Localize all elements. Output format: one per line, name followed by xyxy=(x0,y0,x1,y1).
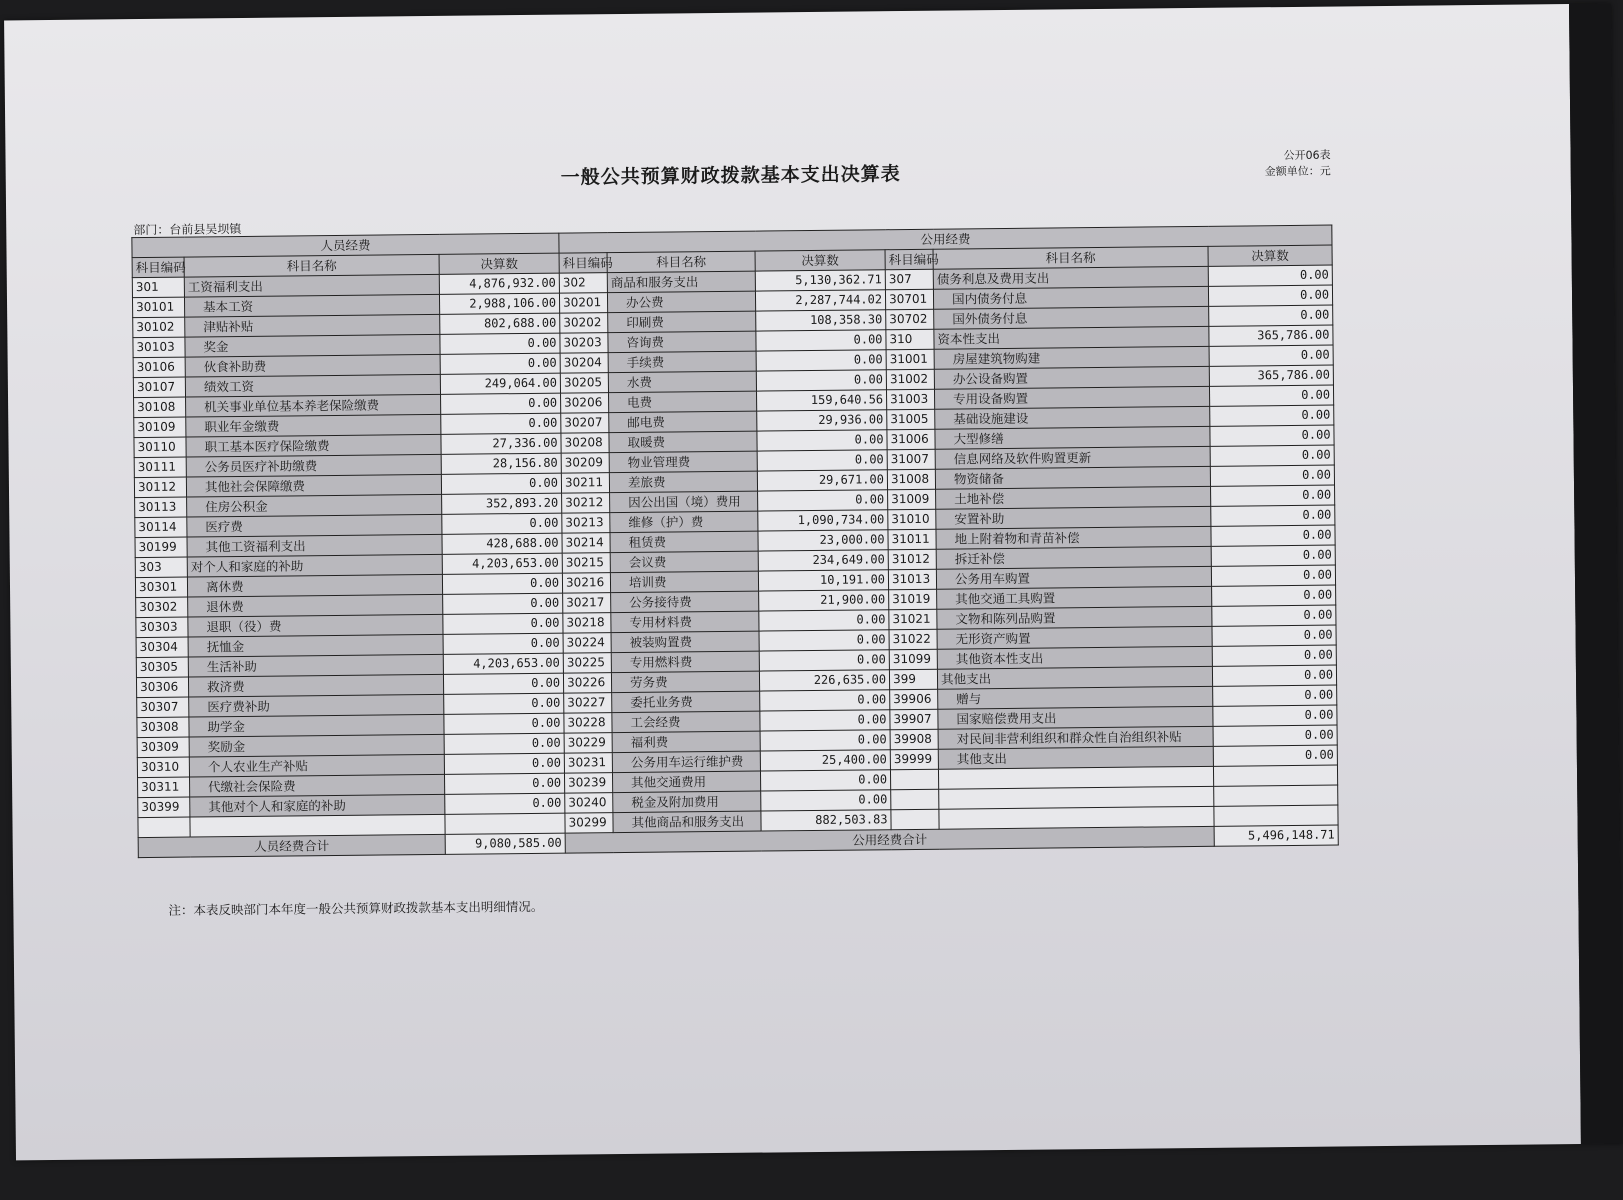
public-a-code-cell: 30211 xyxy=(561,473,609,494)
public-b-amount-cell: 0.00 xyxy=(1212,585,1336,606)
personnel-code-cell: 30302 xyxy=(136,597,188,618)
public-b-amount-cell: 0.00 xyxy=(1210,405,1334,426)
personnel-amount-cell: 27,336.00 xyxy=(441,433,561,454)
personnel-code-cell: 30106 xyxy=(133,357,185,378)
public-b-name-cell: 资本性支出 xyxy=(934,326,1209,349)
personnel-amount-cell: 0.00 xyxy=(444,713,564,734)
public-b-code-cell: 39906 xyxy=(890,689,938,710)
public-b-code-cell: 31005 xyxy=(887,409,935,430)
personnel-name-cell: 津贴补贴 xyxy=(185,314,440,337)
public-b-amount-cell xyxy=(1213,765,1337,786)
personnel-code-cell: 30110 xyxy=(134,437,186,458)
personnel-name-cell: 退休费 xyxy=(188,594,443,617)
public-b-code-cell: 31010 xyxy=(888,509,936,530)
public-a-amount-cell: 25,400.00 xyxy=(760,750,890,771)
public-a-name-cell: 因公出国（境）费用 xyxy=(610,491,758,513)
personnel-amount-cell: 0.00 xyxy=(441,413,561,434)
public-a-name-cell: 取暖费 xyxy=(609,431,757,453)
public-b-amount-cell: 0.00 xyxy=(1212,665,1336,686)
public-a-name-cell: 维修（护）费 xyxy=(610,511,758,533)
public-a-code-cell: 30217 xyxy=(563,593,611,614)
public-a-code-cell: 30225 xyxy=(563,653,611,674)
public-a-code-cell: 30227 xyxy=(564,693,612,714)
personnel-name-cell: 工资福利支出 xyxy=(184,274,439,297)
public-a-code-cell: 30239 xyxy=(565,773,613,794)
personnel-name-cell: 奖励金 xyxy=(189,734,444,757)
public-b-name-header: 科目名称 xyxy=(933,246,1208,269)
public-b-amount-cell: 0.00 xyxy=(1209,345,1333,366)
personnel-amount-cell: 0.00 xyxy=(441,393,561,414)
report-sheet xyxy=(131,147,1335,918)
public-a-amount-cell: 0.00 xyxy=(760,690,890,711)
public-a-amount-cell: 2,287,744.02 xyxy=(755,290,885,311)
public-a-name-cell: 咨询费 xyxy=(608,331,756,353)
personnel-code-cell: 30108 xyxy=(134,397,186,418)
personnel-amount-cell: 0.00 xyxy=(442,573,562,594)
public-b-name-cell: 土地补偿 xyxy=(936,486,1211,509)
public-a-amount-cell: 0.00 xyxy=(756,370,886,391)
public-b-code-cell: 307 xyxy=(885,269,933,290)
public-b-name-cell: 大型修缮 xyxy=(935,426,1210,449)
personnel-name-cell: 住房公积金 xyxy=(187,494,442,517)
public-a-code-cell: 30206 xyxy=(561,393,609,414)
public-a-name-cell: 商品和服务支出 xyxy=(607,271,755,293)
personnel-name-cell: 抚恤金 xyxy=(188,634,443,657)
personnel-total-label: 人员经费合计 xyxy=(138,834,445,857)
public-a-amount-cell: 882,503.83 xyxy=(761,810,891,831)
public-b-code-cell: 30701 xyxy=(885,289,933,310)
public-b-code-cell: 399 xyxy=(889,669,937,690)
personnel-code-cell: 30309 xyxy=(137,737,189,758)
public-b-code-cell: 31019 xyxy=(889,589,937,610)
personnel-code-cell: 30109 xyxy=(134,417,186,438)
expenditure-table xyxy=(131,225,1338,859)
public-b-code-cell: 31006 xyxy=(887,429,935,450)
public-b-amount-cell: 0.00 xyxy=(1212,645,1336,666)
personnel-total-amount: 9,080,585.00 xyxy=(445,833,565,854)
public-a-name-header: 科目名称 xyxy=(607,251,755,273)
public-a-code-cell: 30231 xyxy=(564,753,612,774)
personnel-code-cell: 30305 xyxy=(136,657,188,678)
public-a-code-cell: 30204 xyxy=(560,353,608,374)
public-b-code-cell: 31021 xyxy=(889,609,937,630)
personnel-amount-cell: 0.00 xyxy=(441,473,561,494)
public-b-amount-cell: 0.00 xyxy=(1211,525,1335,546)
personnel-amount-cell: 0.00 xyxy=(443,593,563,614)
paper-sheet xyxy=(4,4,1623,1161)
public-total-label: 公用经费合计 xyxy=(565,826,1214,853)
public-a-amount-cell: 159,640.56 xyxy=(757,390,887,411)
public-a-code-cell: 30214 xyxy=(562,533,610,554)
public-a-code-cell: 30213 xyxy=(562,513,610,534)
personnel-name-cell: 机关事业单位基本养老保险缴费 xyxy=(186,394,441,417)
personnel-name-cell: 绩效工资 xyxy=(185,374,440,397)
public-a-code-cell: 30299 xyxy=(565,813,613,834)
public-a-amount-cell: 0.00 xyxy=(758,490,888,511)
public-a-code-cell: 30203 xyxy=(560,333,608,354)
public-a-amount-cell: 0.00 xyxy=(760,770,890,791)
personnel-code-cell: 303 xyxy=(135,557,187,578)
public-b-name-cell: 地上附着物和青苗补偿 xyxy=(936,526,1211,549)
personnel-name-cell: 助学金 xyxy=(189,714,444,737)
public-a-amount-cell: 23,000.00 xyxy=(758,530,888,551)
public-b-amount-cell: 0.00 xyxy=(1212,605,1336,626)
personnel-amount-cell: 4,203,653.00 xyxy=(442,553,562,574)
personnel-name-cell: 职工基本医疗保险缴费 xyxy=(186,434,441,457)
public-b-amount-cell: 0.00 xyxy=(1211,545,1335,566)
public-a-name-cell: 差旅费 xyxy=(609,471,757,493)
public-b-code-cell: 31011 xyxy=(888,529,936,550)
personnel-amount-cell: 4,876,932.00 xyxy=(439,273,559,294)
public-b-name-cell: 对民间非营利组织和群众性自治组织补贴 xyxy=(938,726,1213,749)
public-a-amount-cell: 0.00 xyxy=(760,730,890,751)
public-b-code-cell: 31099 xyxy=(889,649,937,670)
public-a-name-cell: 劳务费 xyxy=(611,671,759,693)
public-a-amount-cell: 29,936.00 xyxy=(757,410,887,431)
public-b-amount-cell: 365,786.00 xyxy=(1209,365,1333,386)
personnel-name-cell: 离休费 xyxy=(187,574,442,597)
personnel-name-cell: 其他对个人和家庭的补助 xyxy=(190,794,445,817)
public-b-code-cell: 39908 xyxy=(890,729,938,750)
public-a-amount-cell: 29,671.00 xyxy=(757,470,887,491)
public-b-name-cell: 国家赔偿费用支出 xyxy=(938,706,1213,729)
personnel-name-cell: 伙食补助费 xyxy=(185,354,440,377)
public-b-name-cell: 信息网络及软件购置更新 xyxy=(935,446,1210,469)
public-a-name-cell: 工会经费 xyxy=(612,711,760,733)
personnel-amount-cell: 0.00 xyxy=(444,773,564,794)
public-b-code-cell xyxy=(890,769,938,790)
personnel-amount-cell: 249,064.00 xyxy=(440,373,560,394)
personnel-code-cell: 30199 xyxy=(135,537,187,558)
public-a-amount-header: 决算数 xyxy=(755,250,885,271)
personnel-amount-cell: 0.00 xyxy=(445,793,565,814)
public-a-amount-cell: 0.00 xyxy=(759,650,889,671)
public-a-name-cell: 物业管理费 xyxy=(609,451,757,473)
personnel-code-cell: 301 xyxy=(132,277,184,298)
public-b-name-cell: 文物和陈列品购置 xyxy=(937,606,1212,629)
public-b-amount-cell: 0.00 xyxy=(1211,565,1335,586)
public-a-amount-cell: 0.00 xyxy=(760,710,890,731)
public-b-code-cell: 30702 xyxy=(886,309,934,330)
public-b-name-cell: 国外债务付息 xyxy=(934,306,1209,329)
public-a-amount-cell: 0.00 xyxy=(756,350,886,371)
personnel-code-cell: 30306 xyxy=(136,677,188,698)
public-a-code-cell: 30205 xyxy=(560,373,608,394)
personnel-amount-cell: 428,688.00 xyxy=(442,533,562,554)
public-a-name-cell: 其他交通费用 xyxy=(613,771,761,793)
public-b-amount-cell xyxy=(1214,785,1338,806)
personnel-amount-cell: 352,893.20 xyxy=(442,493,562,514)
personnel-code-cell: 30102 xyxy=(133,317,185,338)
public-a-code-header: 科目编码 xyxy=(559,253,607,274)
public-total-amount: 5,496,148.71 xyxy=(1214,825,1338,846)
personnel-amount-cell: 0.00 xyxy=(442,513,562,534)
public-a-amount-cell: 234,649.00 xyxy=(758,550,888,571)
public-a-amount-cell: 10,191.00 xyxy=(758,570,888,591)
public-b-code-cell: 31013 xyxy=(888,569,936,590)
form-code: 公开06表 xyxy=(1283,148,1331,163)
public-b-code-cell: 31022 xyxy=(889,629,937,650)
public-b-amount-cell: 0.00 xyxy=(1208,265,1332,286)
public-b-name-cell: 公务用车购置 xyxy=(936,566,1211,589)
public-a-code-cell: 302 xyxy=(559,273,607,294)
amount-unit: 金额单位：元 xyxy=(1264,164,1331,179)
personnel-name-cell xyxy=(190,814,445,837)
personnel-name-cell: 个人农业生产补贴 xyxy=(189,754,444,777)
personnel-name-cell: 代缴社会保险费 xyxy=(190,774,445,797)
public-a-code-cell: 30201 xyxy=(559,293,607,314)
public-b-amount-cell: 0.00 xyxy=(1212,625,1336,646)
public-a-name-cell: 被装购置费 xyxy=(611,631,759,653)
public-b-code-cell: 31009 xyxy=(888,489,936,510)
public-b-amount-cell: 0.00 xyxy=(1210,465,1334,486)
public-b-code-cell: 31003 xyxy=(887,389,935,410)
personnel-name-header: 科目名称 xyxy=(184,254,439,277)
public-b-amount-cell: 0.00 xyxy=(1213,725,1337,746)
public-b-code-cell: 39907 xyxy=(890,709,938,730)
personnel-amount-cell xyxy=(445,813,565,834)
public-b-code-cell xyxy=(891,809,939,830)
public-b-code-cell xyxy=(891,789,939,810)
personnel-amount-cell: 0.00 xyxy=(443,633,563,654)
personnel-amount-header: 决算数 xyxy=(439,253,559,274)
public-b-amount-cell: 0.00 xyxy=(1211,485,1335,506)
personnel-name-cell: 医疗费 xyxy=(187,514,442,537)
public-a-amount-cell: 0.00 xyxy=(757,450,887,471)
public-a-name-cell: 办公费 xyxy=(607,291,755,313)
public-a-name-cell: 培训费 xyxy=(610,571,758,593)
public-b-name-cell: 无形资产购置 xyxy=(937,626,1212,649)
public-a-name-cell: 公务用车运行维护费 xyxy=(612,751,760,773)
personnel-code-cell: 30101 xyxy=(132,297,184,318)
personnel-name-cell: 其他社会保障缴费 xyxy=(186,474,441,497)
report-title: 一般公共预算财政拨款基本支出决算表 xyxy=(560,163,901,189)
public-b-amount-cell: 0.00 xyxy=(1210,425,1334,446)
personnel-code-cell: 30308 xyxy=(137,717,189,738)
public-b-code-cell: 31001 xyxy=(886,349,934,370)
public-b-amount-header: 决算数 xyxy=(1208,245,1332,266)
public-b-code-cell: 39999 xyxy=(890,749,938,770)
public-a-code-cell: 30216 xyxy=(562,573,610,594)
personnel-amount-cell: 2,988,106.00 xyxy=(439,293,559,314)
personnel-name-cell: 救济费 xyxy=(188,674,443,697)
public-a-code-cell: 30208 xyxy=(561,433,609,454)
public-b-name-cell: 赠与 xyxy=(938,686,1213,709)
public-a-amount-cell: 1,090,734.00 xyxy=(758,510,888,531)
public-a-name-cell: 其他商品和服务支出 xyxy=(613,811,761,833)
personnel-amount-cell: 0.00 xyxy=(443,613,563,634)
public-a-code-cell: 30202 xyxy=(560,313,608,334)
public-a-amount-cell: 0.00 xyxy=(759,610,889,631)
personnel-header: 人员经费 xyxy=(132,233,559,257)
public-b-name-cell: 安置补助 xyxy=(936,506,1211,529)
personnel-name-cell: 对个人和家庭的补助 xyxy=(187,554,442,577)
personnel-code-cell: 30112 xyxy=(134,477,186,498)
public-b-name-cell: 债务利息及费用支出 xyxy=(933,266,1208,289)
public-b-name-cell: 其他支出 xyxy=(938,746,1213,769)
public-a-amount-cell: 0.00 xyxy=(759,630,889,651)
public-b-amount-cell xyxy=(1214,805,1338,826)
public-b-amount-cell: 0.00 xyxy=(1208,285,1332,306)
personnel-amount-cell: 0.00 xyxy=(440,353,560,374)
personnel-amount-cell: 4,203,653.00 xyxy=(443,653,563,674)
personnel-name-cell: 生活补助 xyxy=(188,654,443,677)
public-b-name-cell: 其他交通工具购置 xyxy=(937,586,1212,609)
public-b-amount-cell: 0.00 xyxy=(1210,445,1334,466)
footnote: 注：本表反映部门本年度一般公共预算财政拨款基本支出明细情况。 xyxy=(168,898,544,918)
public-b-code-cell: 31012 xyxy=(888,549,936,570)
public-b-code-cell: 310 xyxy=(886,329,934,350)
personnel-amount-cell: 0.00 xyxy=(443,673,563,694)
public-a-amount-cell: 0.00 xyxy=(761,790,891,811)
personnel-code-cell: 30301 xyxy=(135,577,187,598)
public-a-name-cell: 专用材料费 xyxy=(611,611,759,633)
public-a-amount-cell: 0.00 xyxy=(756,330,886,351)
public-a-name-cell: 水费 xyxy=(608,371,756,393)
public-b-name-cell: 其他支出 xyxy=(937,666,1212,689)
public-a-name-cell: 委托业务费 xyxy=(612,691,760,713)
public-b-amount-cell: 0.00 xyxy=(1209,385,1333,406)
public-b-amount-cell: 0.00 xyxy=(1213,705,1337,726)
public-b-name-cell: 专用设备购置 xyxy=(935,386,1210,409)
public-a-code-cell: 30207 xyxy=(561,413,609,434)
department-label: 部门：台前县吴坝镇 xyxy=(133,221,242,238)
public-a-name-cell: 会议费 xyxy=(610,551,758,573)
public-header: 公用经费 xyxy=(559,225,1332,253)
personnel-code-cell: 30311 xyxy=(138,777,190,798)
personnel-amount-cell: 802,688.00 xyxy=(440,313,560,334)
public-a-code-cell: 30229 xyxy=(564,733,612,754)
personnel-code-cell: 30310 xyxy=(137,757,189,778)
personnel-code-cell: 30107 xyxy=(133,377,185,398)
personnel-code-header: 科目编码 xyxy=(132,257,184,278)
public-a-code-cell: 30226 xyxy=(563,673,611,694)
public-a-name-cell: 税金及附加费用 xyxy=(613,791,761,813)
public-a-code-cell: 30228 xyxy=(564,713,612,734)
public-b-code-cell: 31002 xyxy=(886,369,934,390)
public-a-code-cell: 30209 xyxy=(561,453,609,474)
personnel-name-cell: 基本工资 xyxy=(184,294,439,317)
public-b-amount-cell: 0.00 xyxy=(1213,745,1337,766)
personnel-amount-cell: 0.00 xyxy=(444,753,564,774)
public-b-code-cell: 31007 xyxy=(887,449,935,470)
public-a-amount-cell: 108,358.30 xyxy=(756,310,886,331)
public-a-name-cell: 福利费 xyxy=(612,731,760,753)
public-a-code-cell: 30212 xyxy=(562,493,610,514)
personnel-code-cell xyxy=(138,817,190,838)
public-a-name-cell: 邮电费 xyxy=(609,411,757,433)
public-b-name-cell: 国内债务付息 xyxy=(933,286,1208,309)
public-b-amount-cell: 0.00 xyxy=(1209,305,1333,326)
personnel-amount-cell: 28,156.80 xyxy=(441,453,561,474)
personnel-name-cell: 职业年金缴费 xyxy=(186,414,441,437)
personnel-amount-cell: 0.00 xyxy=(444,733,564,754)
public-a-code-cell: 30218 xyxy=(563,613,611,634)
public-b-name-cell: 基础设施建设 xyxy=(935,406,1210,429)
personnel-name-cell: 医疗费补助 xyxy=(189,694,444,717)
personnel-code-cell: 30307 xyxy=(137,697,189,718)
public-a-name-cell: 专用燃料费 xyxy=(611,651,759,673)
personnel-name-cell: 公务员医疗补助缴费 xyxy=(186,454,441,477)
public-a-amount-cell: 0.00 xyxy=(757,430,887,451)
public-b-code-header: 科目编码 xyxy=(885,249,933,270)
public-b-name-cell: 房屋建筑物购建 xyxy=(934,346,1209,369)
personnel-code-cell: 30399 xyxy=(138,797,190,818)
public-a-name-cell: 电费 xyxy=(609,391,757,413)
public-b-amount-cell: 0.00 xyxy=(1211,505,1335,526)
public-a-code-cell: 30224 xyxy=(563,633,611,654)
personnel-name-cell: 其他工资福利支出 xyxy=(187,534,442,557)
public-a-amount-cell: 5,130,362.71 xyxy=(755,270,885,291)
personnel-code-cell: 30303 xyxy=(136,617,188,638)
public-b-name-cell: 拆迁补偿 xyxy=(936,546,1211,569)
public-a-code-cell: 30240 xyxy=(565,793,613,814)
personnel-code-cell: 30113 xyxy=(135,497,187,518)
personnel-name-cell: 退职（役）费 xyxy=(188,614,443,637)
public-a-amount-cell: 226,635.00 xyxy=(759,670,889,691)
personnel-code-cell: 30304 xyxy=(136,637,188,658)
public-b-amount-cell: 365,786.00 xyxy=(1209,325,1333,346)
personnel-amount-cell: 0.00 xyxy=(440,333,560,354)
public-a-name-cell: 租赁费 xyxy=(610,531,758,553)
public-b-name-cell: 办公设备购置 xyxy=(934,366,1209,389)
personnel-name-cell: 奖金 xyxy=(185,334,440,357)
personnel-amount-cell: 0.00 xyxy=(444,693,564,714)
public-b-name-cell: 物资储备 xyxy=(935,466,1210,489)
personnel-code-cell: 30111 xyxy=(134,457,186,478)
public-b-name-cell: 其他资本性支出 xyxy=(937,646,1212,669)
public-a-name-cell: 公务接待费 xyxy=(611,591,759,613)
personnel-code-cell: 30114 xyxy=(135,517,187,538)
table-body xyxy=(132,265,1338,838)
public-b-amount-cell: 0.00 xyxy=(1213,685,1337,706)
public-a-amount-cell: 21,900.00 xyxy=(759,590,889,611)
public-a-name-cell: 印刷费 xyxy=(608,311,756,333)
public-b-code-cell: 31008 xyxy=(887,469,935,490)
public-a-code-cell: 30215 xyxy=(562,553,610,574)
personnel-code-cell: 30103 xyxy=(133,337,185,358)
public-a-name-cell: 手续费 xyxy=(608,351,756,373)
